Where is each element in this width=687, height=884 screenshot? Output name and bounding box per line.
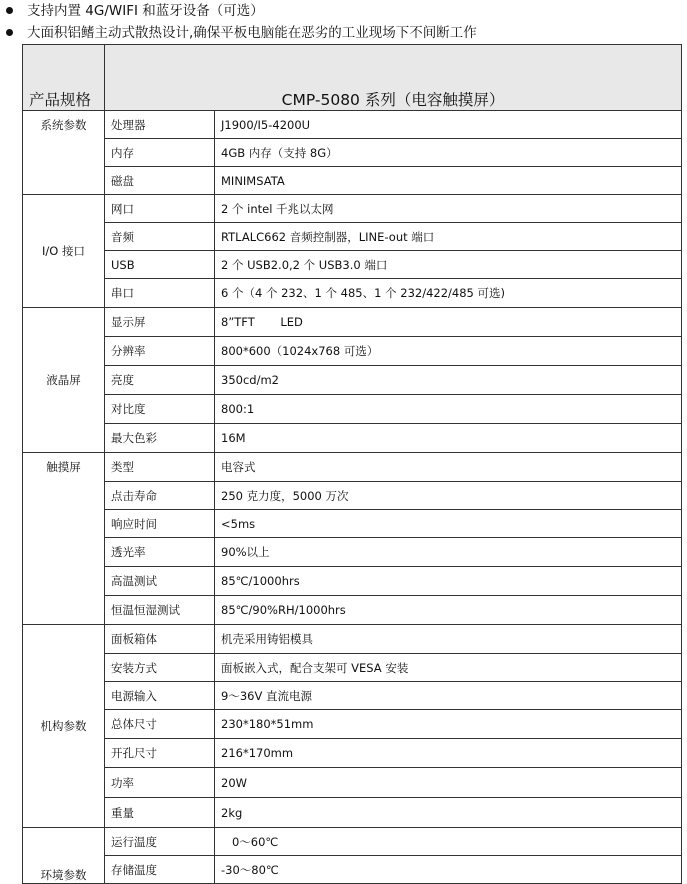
spec-name-cell: 电源输入 xyxy=(105,682,215,710)
spec-value-cell: 8”TFT LED xyxy=(215,308,682,337)
spec-name-cell: 对比度 xyxy=(105,395,215,424)
table-row xyxy=(23,538,682,567)
table-row xyxy=(23,424,682,453)
spec-value-cell: 0～60℃ xyxy=(215,828,682,856)
table-row xyxy=(23,395,682,424)
spec-name-cell: 亮度 xyxy=(105,366,215,395)
spec-value-cell: 230*180*51mm xyxy=(215,710,682,739)
spec-name-cell: 恒温恒湿测试 xyxy=(105,596,215,625)
spec-name-cell: 串口 xyxy=(105,279,215,308)
table-row xyxy=(23,768,682,798)
table-row xyxy=(23,596,682,625)
spec-value-cell: 16M xyxy=(215,424,682,453)
spec-value-cell: RTLALC662 音频控制器，LINE-out 端口 xyxy=(215,223,682,251)
spec-name-cell: 网口 xyxy=(105,195,215,223)
table-row xyxy=(23,195,682,223)
spec-value-cell: 2 个 intel 千兆以太网 xyxy=(215,195,682,223)
spec-name-cell: 重量 xyxy=(105,798,215,828)
table-row xyxy=(23,308,682,337)
spec-value-cell: 电容式 xyxy=(215,453,682,482)
spec-value-cell: J1900/I5-4200U xyxy=(215,111,682,139)
table-row xyxy=(23,828,682,856)
table-row xyxy=(23,654,682,682)
category-cell: 环境参数 xyxy=(23,828,105,884)
category-cell: 触摸屏 xyxy=(23,453,105,625)
spec-value-cell: 216*170mm xyxy=(215,739,682,768)
table-row xyxy=(23,453,682,482)
bullet-item xyxy=(6,0,264,22)
table-row xyxy=(23,682,682,710)
table-row xyxy=(23,567,682,596)
spec-name-cell: 音频 xyxy=(105,223,215,251)
spec-name-cell: 开孔尺寸 xyxy=(105,739,215,768)
spec-value-cell: 6 个（4 个 232、1 个 485、1 个 232/422/485 可选) xyxy=(215,279,682,308)
spec-name-cell: 运行温度 xyxy=(105,828,215,856)
spec-value-cell: 85℃/1000hrs xyxy=(215,567,682,596)
bullet-text: 支持内置 4G/WIFI 和蓝牙设备（可选） xyxy=(27,3,264,19)
bullet-dot-icon xyxy=(6,29,13,36)
category-cell: 液晶屏 xyxy=(23,308,105,453)
category-cell: 机构参数 xyxy=(23,625,105,828)
spec-name-cell: 点击寿命 xyxy=(105,482,215,510)
spec-value-cell: 机壳采用铸铝模具 xyxy=(215,625,682,654)
bullet-item xyxy=(6,22,477,44)
spec-value-cell: <5ms xyxy=(215,510,682,538)
table-row xyxy=(23,625,682,654)
table-header-row xyxy=(23,45,682,111)
spec-name-cell: 高温测试 xyxy=(105,567,215,596)
spec-name-cell: 响应时间 xyxy=(105,510,215,538)
category-cell: 系统参数 xyxy=(23,111,105,195)
spec-name-cell: 显示屏 xyxy=(105,308,215,337)
spec-value-cell: 90%以上 xyxy=(215,538,682,567)
spec-name-cell: 最大色彩 xyxy=(105,424,215,453)
spec-name-cell: 总体尺寸 xyxy=(105,710,215,739)
table-row xyxy=(23,139,682,167)
table-row xyxy=(23,279,682,308)
spec-value-cell: 800*600（1024x768 可选） xyxy=(215,337,682,366)
spec-value-cell: 800:1 xyxy=(215,395,682,424)
table-row xyxy=(23,739,682,768)
spec-value-cell: 9～36V 直流电源 xyxy=(215,682,682,710)
spec-value-cell: MINIMSATA xyxy=(215,167,682,195)
spec-name-cell: 磁盘 xyxy=(105,167,215,195)
spec-name-cell: 透光率 xyxy=(105,538,215,567)
table-row xyxy=(23,482,682,510)
table-row xyxy=(23,366,682,395)
spec-value-cell: 2 个 USB2.0,2 个 USB3.0 端口 xyxy=(215,251,682,279)
spec-value-cell: 4GB 内存（支持 8G） xyxy=(215,139,682,167)
table-row xyxy=(23,856,682,884)
spec-value-cell: 350cd/m2 xyxy=(215,366,682,395)
spec-value-cell: -30～80℃ xyxy=(215,856,682,884)
spec-value-cell: 85℃/90%RH/1000hrs xyxy=(215,596,682,625)
spec-name-cell: 面板箱体 xyxy=(105,625,215,654)
spec-name-cell: 存储温度 xyxy=(105,856,215,884)
table-row xyxy=(23,111,682,139)
bullet-text: 大面积铝鳍主动式散热设计,确保平板电脑能在恶劣的工业现场下不间断工作 xyxy=(27,25,477,41)
table-row xyxy=(23,167,682,195)
spec-name-cell: 类型 xyxy=(105,453,215,482)
spec-name-cell: 内存 xyxy=(105,139,215,167)
spec-table xyxy=(22,44,682,884)
spec-value-cell: 面板嵌入式，配合支架可 VESA 安装 xyxy=(215,654,682,682)
category-cell: I/O 接口 xyxy=(23,195,105,308)
header-model: CMP-5080 系列（电容触摸屏） xyxy=(105,45,682,111)
table-row xyxy=(23,798,682,828)
spec-name-cell: 处理器 xyxy=(105,111,215,139)
spec-name-cell: 安装方式 xyxy=(105,654,215,682)
spec-name-cell: USB xyxy=(105,251,215,279)
spec-value-cell: 250 克力度，5000 万次 xyxy=(215,482,682,510)
spec-value-cell: 20W xyxy=(215,768,682,798)
bullet-dot-icon xyxy=(6,7,13,14)
header-product-spec: 产品规格 xyxy=(23,45,105,111)
table-row xyxy=(23,337,682,366)
spec-name-cell: 功率 xyxy=(105,768,215,798)
table-row xyxy=(23,510,682,538)
spec-value-cell: 2kg xyxy=(215,798,682,828)
table-row xyxy=(23,710,682,739)
table-row xyxy=(23,223,682,251)
table-row xyxy=(23,251,682,279)
spec-name-cell: 分辨率 xyxy=(105,337,215,366)
